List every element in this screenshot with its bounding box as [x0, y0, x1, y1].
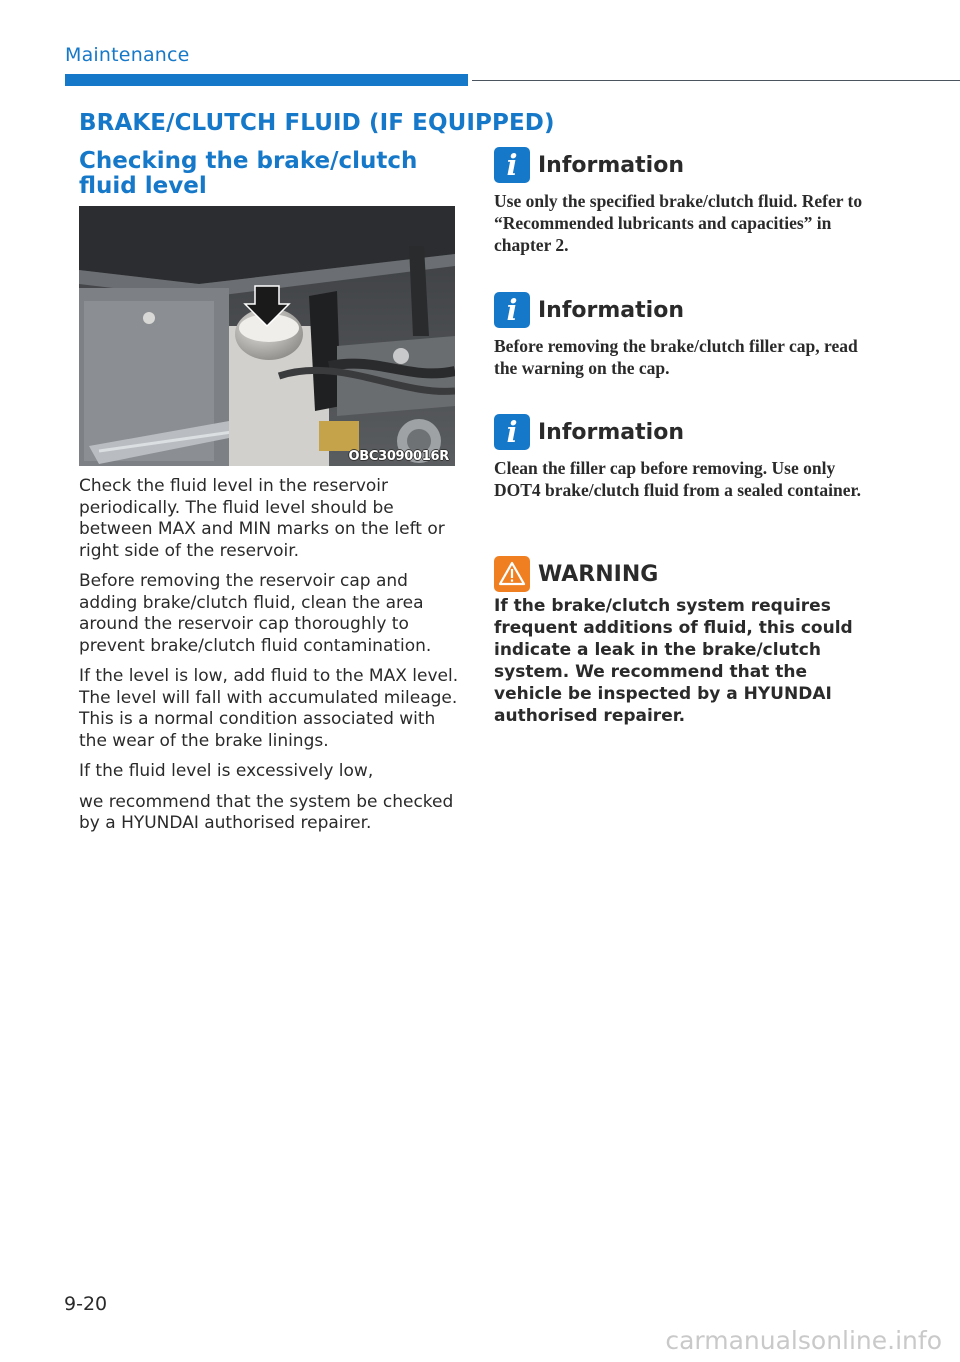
information-text: Use only the specified brake/clutch fluid. Refer to “Recommended lubricants and capacities” in chapter 2. — [494, 191, 863, 255]
header-rule — [472, 80, 960, 81]
warning-icon — [494, 556, 530, 592]
information-title: Information — [538, 152, 684, 178]
figure-code: OBC3090016R — [348, 449, 449, 464]
information-box — [494, 147, 874, 256]
information-box — [494, 292, 874, 379]
paragraph: Check the fluid level in the reservoir periodically. The fluid level should be between MAX and MIN marks on the left or right side of the reservoir. — [79, 476, 445, 561]
information-title: Information — [538, 419, 684, 445]
watermark: carmanualsonline.info — [665, 1326, 942, 1355]
section-label: Maintenance — [65, 44, 190, 66]
info-icon: i — [494, 292, 530, 328]
header-rule-accent — [65, 74, 468, 86]
info-icon: i — [494, 147, 530, 183]
paragraph: we recommend that the system be checked by a HYUNDAI authorised repairer. — [79, 791, 454, 833]
info-icon: i — [494, 414, 530, 450]
information-text: Before removing the brake/clutch filler cap, read the warning on the cap. — [494, 336, 858, 378]
warning-text: If the brake/clutch system requires frequent additions of fluid, this could indicate a leak in the brake/clutch system. We recommend that the vehicle be inspected by a HYUNDAI authorised repairer. — [494, 596, 853, 726]
paragraph: If the level is low, add fluid to the MAX level. The level will fall with accumulated mileage. This is a normal condition associated with the wear of the brake linings. — [79, 666, 459, 751]
information-text: Clean the filler cap before removing. Use only DOT4 brake/clutch fluid from a sealed container. — [494, 458, 862, 500]
page-number: 9-20 — [64, 1293, 108, 1315]
page-title: BRAKE/CLUTCH FLUID (IF EQUIPPED) — [79, 110, 555, 136]
brake-reservoir-photo — [79, 206, 455, 466]
paragraph: Before removing the reservoir cap and adding brake/clutch fluid, clean the area around the reservoir cap thoroughly to prevent brake/clutch fluid contamination. — [79, 571, 432, 656]
information-box — [494, 414, 874, 501]
warning-title: WARNING — [538, 561, 659, 587]
section-subtitle: Checking the brake/clutch fluid level — [79, 148, 418, 199]
body-text — [79, 476, 459, 844]
engine-bay-illustration — [79, 206, 455, 466]
warning-box — [494, 556, 874, 727]
information-title: Information — [538, 297, 684, 323]
paragraph: If the fluid level is excessively low, — [79, 761, 374, 781]
